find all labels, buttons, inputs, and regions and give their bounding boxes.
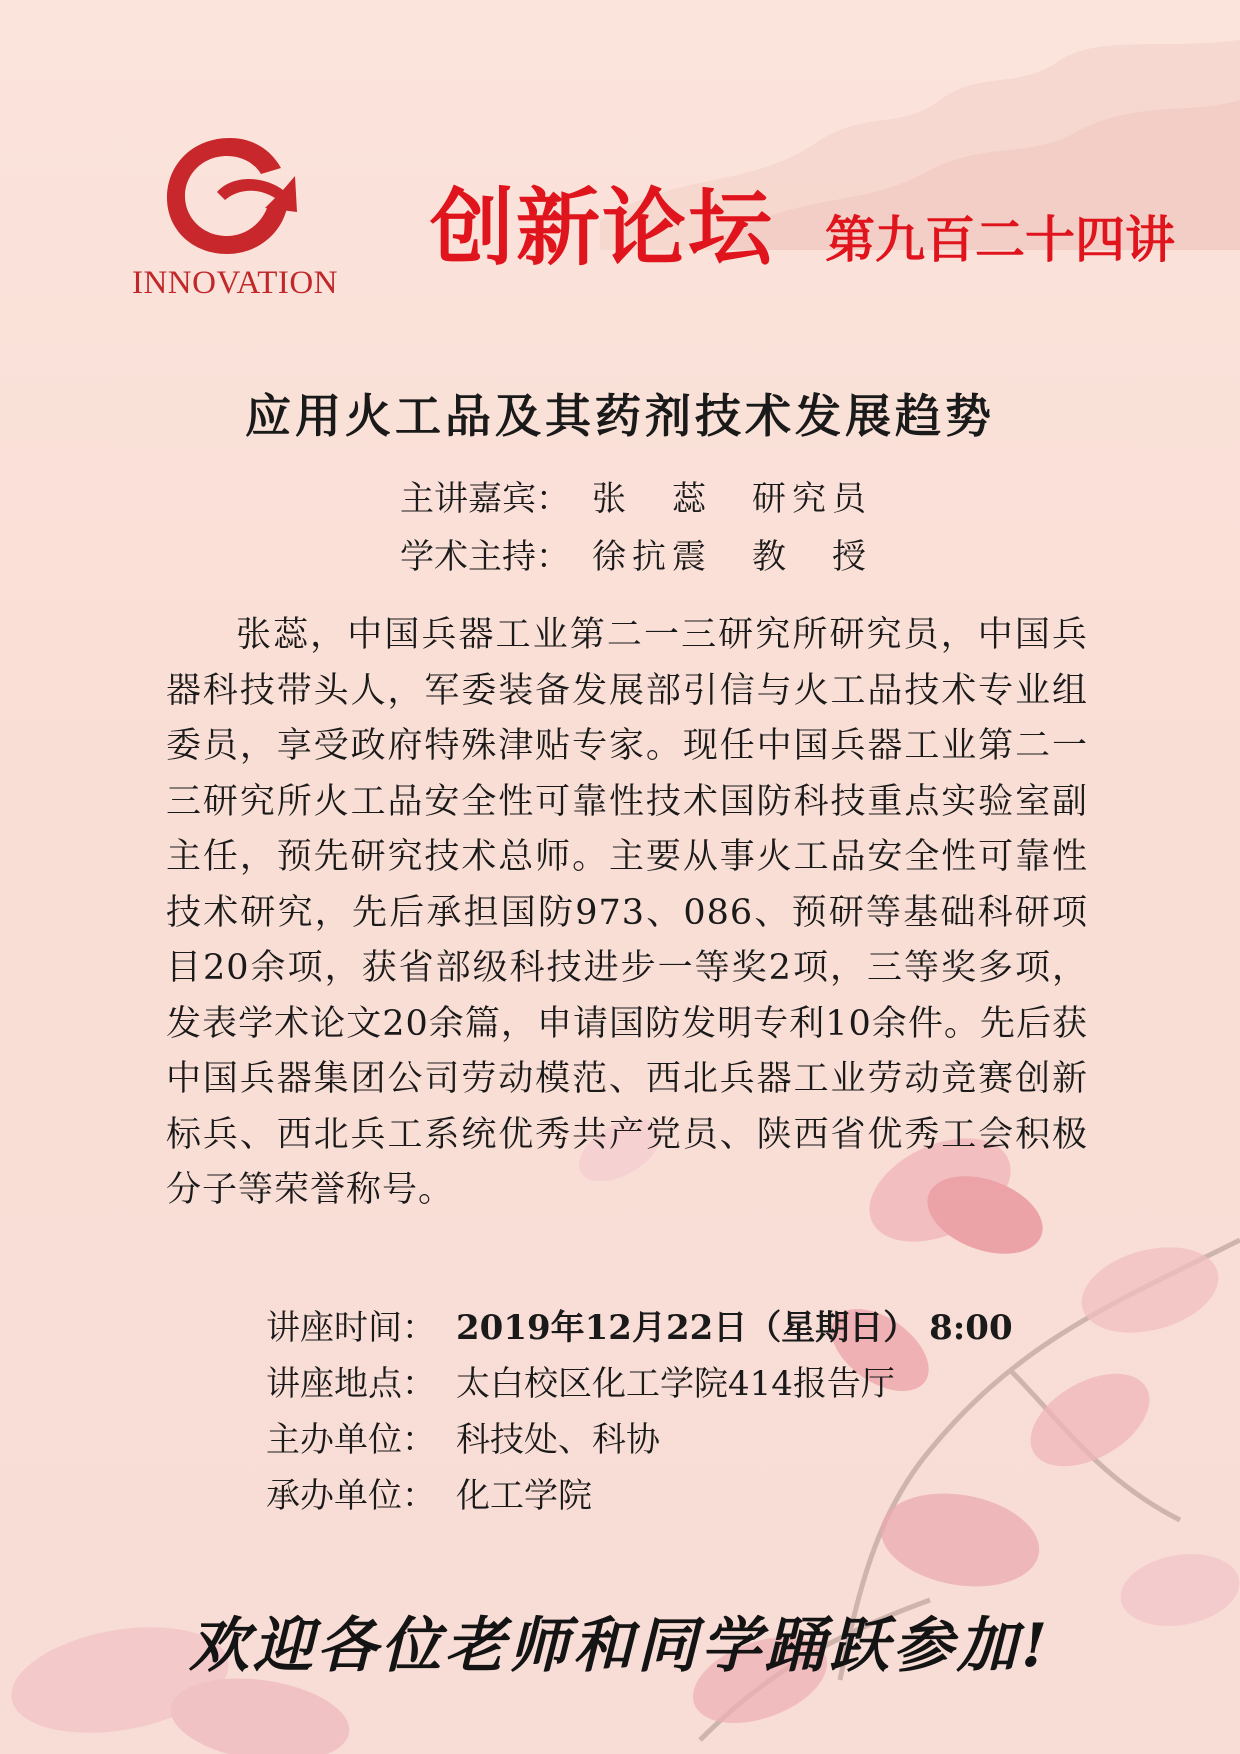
innovation-logo xyxy=(120,130,350,310)
place-row xyxy=(266,1356,1013,1412)
speaker-row xyxy=(400,470,872,528)
organizer-label: 主办单位： xyxy=(266,1420,436,1460)
lecture-number: 第九百二十四讲 xyxy=(825,211,1175,269)
organizer-row xyxy=(266,1412,1013,1468)
time-label: 讲座时间： xyxy=(266,1308,436,1348)
co-organizer-value: 化工学院 xyxy=(456,1476,592,1516)
place-value: 太白校区化工学院414报告厅 xyxy=(456,1364,895,1404)
talk-title: 应用火工品及其药剂技术发展趋势 xyxy=(245,389,995,443)
time-row xyxy=(266,1300,1013,1356)
host-label: 学术主持： xyxy=(400,537,570,577)
speaker-bio: 张蕊，中国兵器工业第二一三研究所研究员，中国兵器科技带头人，军委装备发展部引信与火工品技术专业组委员，享受政府特殊津贴专家。现任中国兵器工业第二一三研究所火工品安全性可靠性技术国防科技重点实验室副主任，预先研究技术总师。主要从事火工品安全性可靠性技术研究，先后承担国防973、086、预研等基础科研项目20余项，获省部级科技进步一等奖2项，三等奖多项，发表学术论文20余篇，申请国防发明专利10余件。先后获中国兵器集团公司劳动模范、西北兵器工业劳动竞赛创新标兵、西北兵工系统优秀共产党员、陕西省优秀工会积极分子等荣誉称号。 xyxy=(166,615,1088,1210)
forum-name: 创新论坛 xyxy=(430,179,775,277)
speaker-host-block xyxy=(400,470,872,586)
place-label: 讲座地点： xyxy=(266,1364,436,1404)
time-value: 2019年12月22日（星期日） 8:00 xyxy=(456,1308,1013,1348)
logo-text: INNOVATION xyxy=(131,265,339,301)
innovation-swirl-icon xyxy=(155,130,305,260)
event-info xyxy=(266,1300,1013,1524)
co-organizer-row xyxy=(266,1468,1013,1524)
speaker-label: 主讲嘉宾： xyxy=(400,479,570,519)
host-row xyxy=(400,528,872,586)
organizer-value: 科技处、科协 xyxy=(456,1420,660,1460)
host-name: 徐抗震 教 授 xyxy=(592,537,872,577)
welcome-message: 欢迎各位老师和同学踊跃参加! xyxy=(188,1611,1052,1681)
speaker-name: 张 蕊 研究员 xyxy=(592,479,872,519)
co-organizer-label: 承办单位： xyxy=(266,1476,436,1516)
